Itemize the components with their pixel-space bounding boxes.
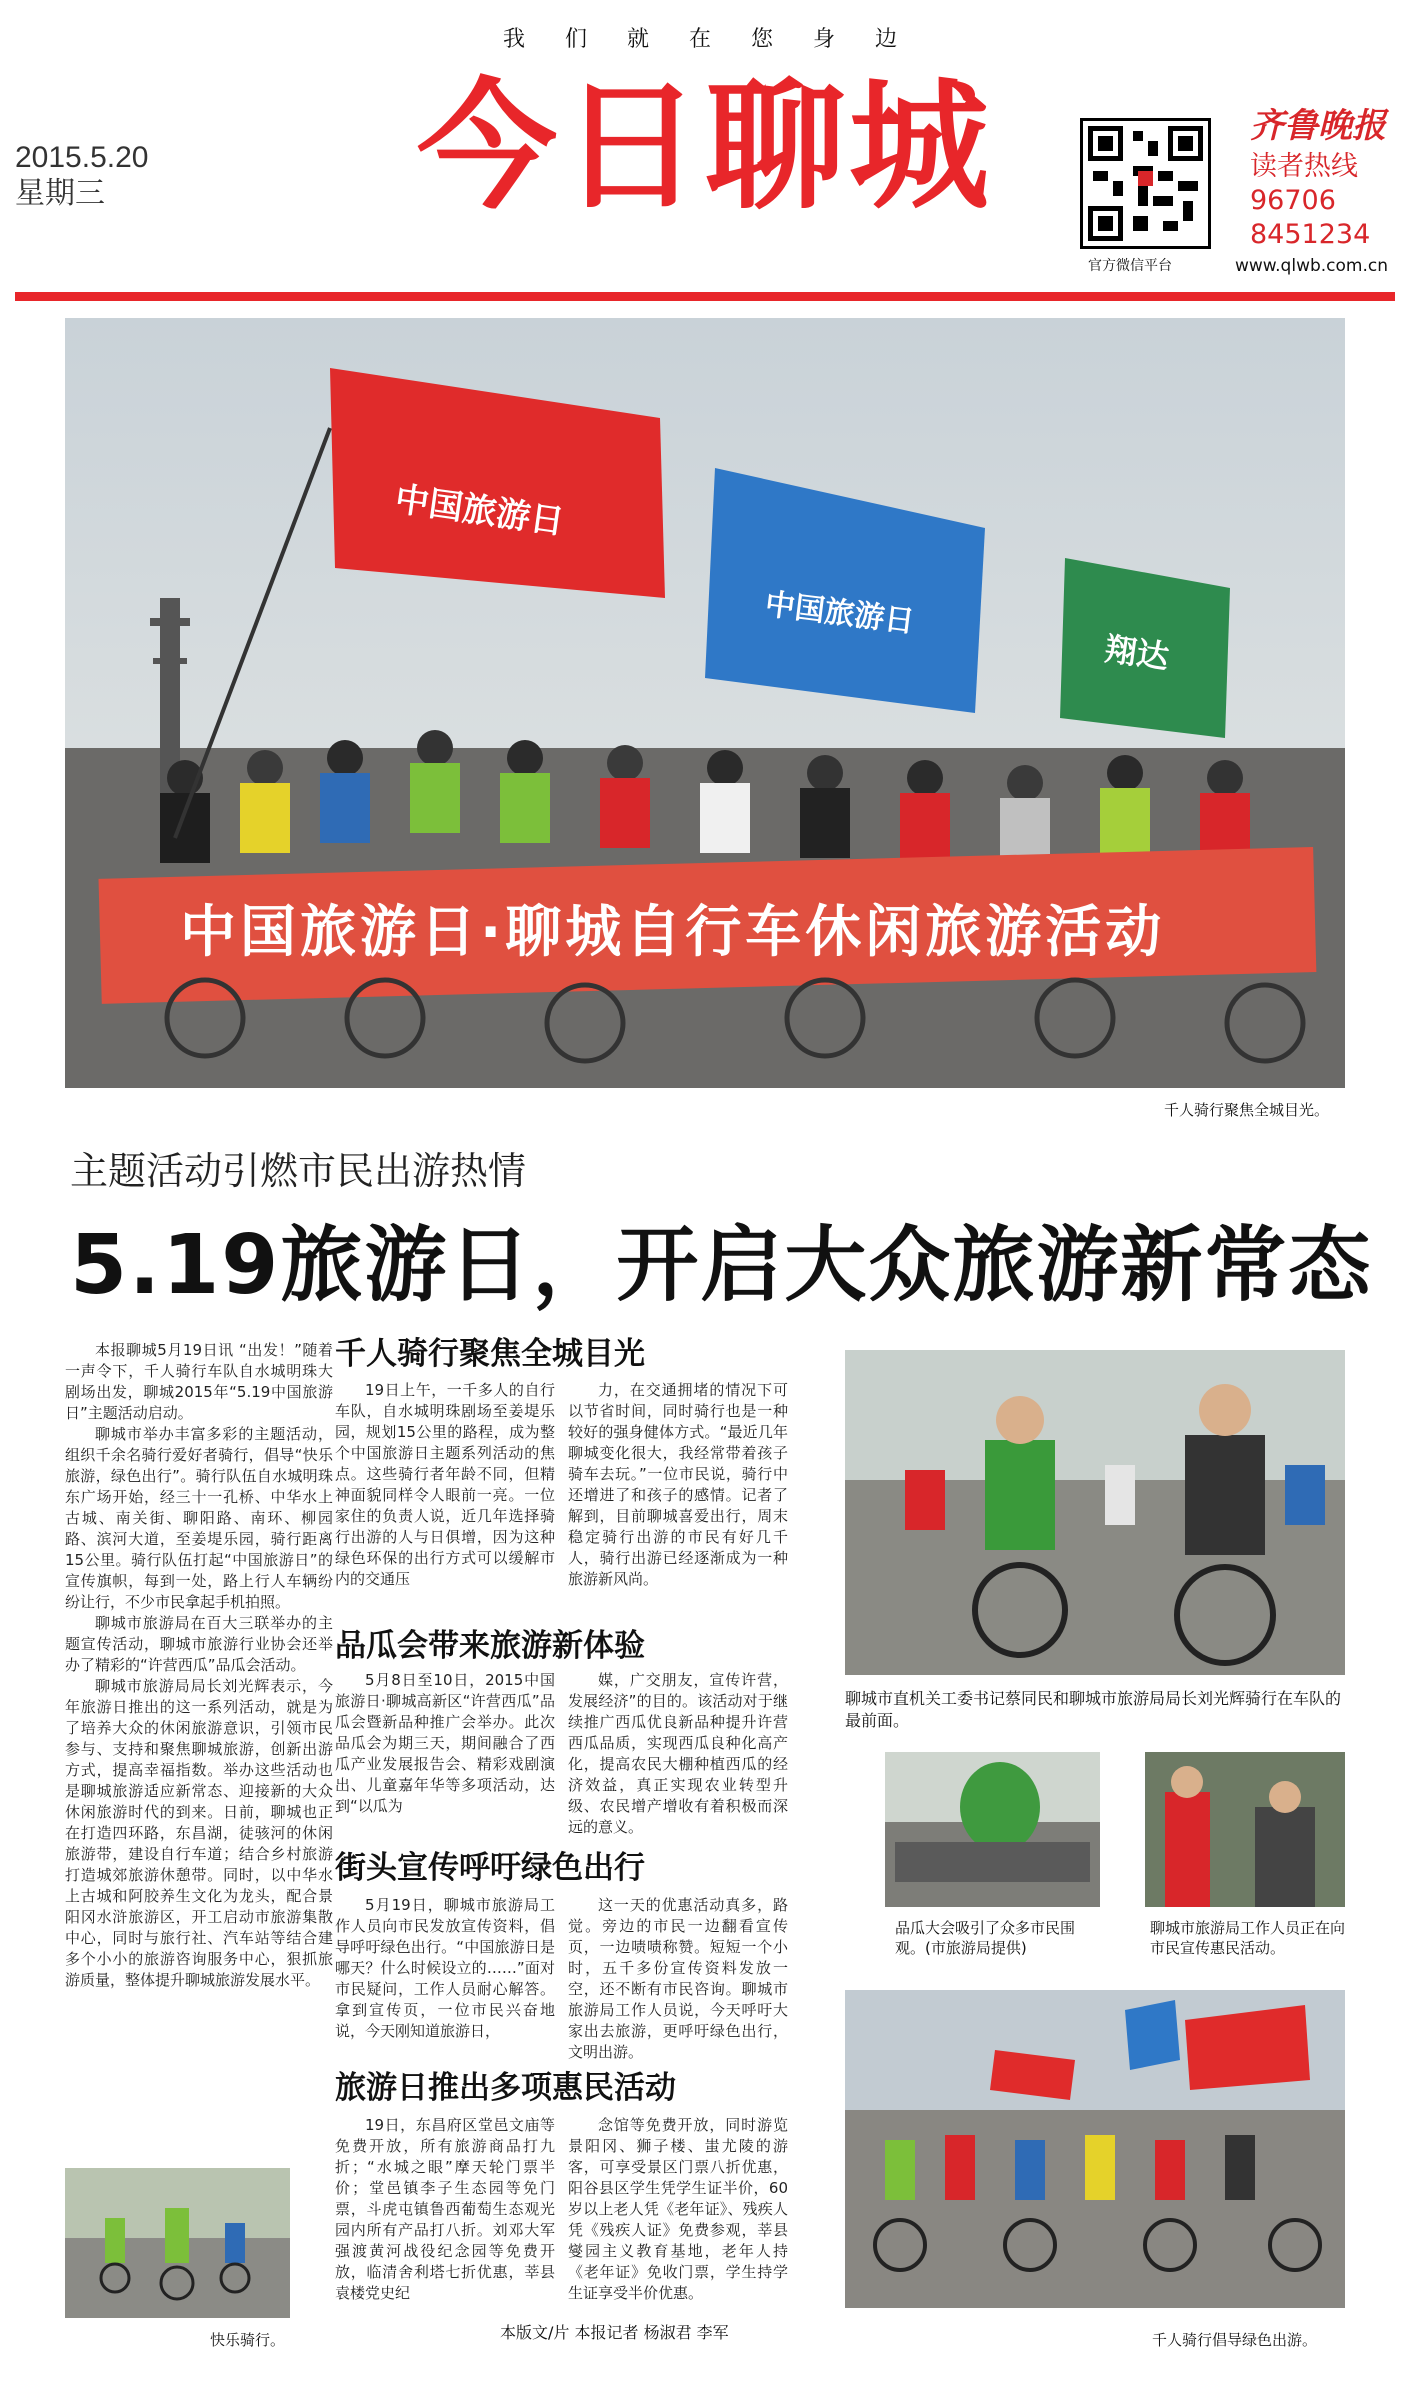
section-title: 旅游日推出多项惠民活动 bbox=[335, 2070, 676, 2106]
section-title: 品瓜会带来旅游新体验 bbox=[335, 1628, 645, 1664]
staff-promoting-caption: 聊城市旅游局工作人员正在向市民宣传惠民活动。 bbox=[1150, 1919, 1346, 1957]
section-text-col2: 媒，广交朋友，宣传许营，发展经济”的目的。该活动对于继续推广西瓜优良新品种提升许营西瓜品质，实现西瓜良种化高产化，提高农民大棚种植西瓜的经济效益，真正实现农业转型升级、农民增产增收有着积极而深远的意义。 bbox=[568, 1671, 788, 1836]
lead-paragraph: 聊城市举办丰富多彩的主题活动，组织千余名骑行爱好者骑行，倡导“快乐旅游，绿色出行”。骑行队伍自水城明珠东广场开始，经三十一孔桥、中华水上古城、南关街、聊阳路、南环、柳园路、滨河大道，至姜堤乐园，骑行距离15公里。骑行队伍打起“中国旅游日”的宣传旗帜，每到一处，路上行人车辆纷纷让行，不少市民拿起手机拍照。 bbox=[65, 1425, 333, 1611]
section-text-col2: 念馆等免费开放，同时游览景阳冈、狮子楼、蚩尤陵的游客，可享受景区门票八折优惠，阳谷县区学生凭学生证半价，60岁以上老人凭《老年证》、残疾人凭《残疾人证》免费参观，莘县燮园主义教育基地，老年人持《老年证》免收门票，学生持学生证享受半价优惠。 bbox=[568, 2116, 788, 2302]
section-text-col1: 5月19日，聊城市旅游局工作人员向市民发放宣传资料，倡导呼吁绿色出行。“中国旅游日是哪天？什么时候设立的……”面对市民疑问，工作人员耐心解答。拿到宣传页，一位市民兴奋地说，今天刚知道旅游日， bbox=[335, 1896, 555, 2040]
leaders-riding-photo bbox=[845, 1350, 1345, 1675]
slogan: 我们就在您身边 bbox=[502, 27, 937, 52]
leaders-photo-caption: 聊城市直机关工委书记蔡同民和聊城市旅游局局长刘光辉骑行在车队的最前面。 bbox=[845, 1689, 1342, 1730]
melon-fair-photo bbox=[885, 1752, 1100, 1907]
green-riding-caption: 千人骑行倡导绿色出游。 bbox=[1152, 2331, 1318, 2349]
section-text-col2: 这一天的优惠活动真多，路觉。旁边的市民一边翻看宣传页，一边啧啧称赞。短短一个小时，五千多份宣传资料发放一空，还不断有市民咨询。聊城市旅游局工作人员说，今天呼吁大家出去旅游，更呼吁绿色出行，文明出游。 bbox=[568, 1896, 788, 2061]
happy-riding-photo bbox=[65, 2168, 290, 2318]
flag-blue-text: 中国旅游日 bbox=[762, 586, 917, 640]
qr-code-icon bbox=[1080, 118, 1211, 249]
main-photo-caption: 千人骑行聚焦全城目光。 bbox=[1164, 1101, 1330, 1119]
header-rule bbox=[15, 292, 1395, 301]
melon-fair-caption: 品瓜大会吸引了众多市民围观。(市旅游局提供) bbox=[895, 1919, 1076, 1957]
section-text-col1: 19日上午，一千多人的自行车队，自水城明珠剧场至姜堤乐园，规划15公里的路程，成为整个中国旅游日主题系列活动的焦点。这些骑行者年龄不同，但精神面貌同样令人眼前一亮。一位家住的负责人说，近几年选择骑行出游的人与日俱增，因为这种绿色环保的出行方式可以缓解市内的交通压 bbox=[335, 1381, 555, 1588]
main-photo bbox=[65, 318, 1345, 1088]
section-text-col1: 5月8日至10日，2015中国旅游日·聊城高新区“许营西瓜”品瓜会暨新品种推广会举办。此次品瓜会为期三天，期间融合了西瓜产业发展报告会、精彩戏剧演出、儿童嘉年华等多项活动，达到“以瓜为 bbox=[335, 1671, 555, 1815]
happy-riding-caption: 快乐骑行。 bbox=[210, 2331, 286, 2349]
lead-paragraph: 本报聊城5月19日讯 “出发！”随着一声令下，千人骑行车队自水城明珠大剧场出发，聊城2015年“5.19中国旅游日”主题活动启动。 bbox=[65, 1341, 333, 1422]
qr-caption: 官方微信平台 bbox=[1088, 258, 1172, 274]
newspaper-brand: 齐鲁晚报 bbox=[1250, 106, 1386, 146]
hotline-label: 读者热线 bbox=[1250, 151, 1358, 182]
hotline-number-2: 8451234 bbox=[1250, 219, 1371, 250]
flag-red-text: 中国旅游日 bbox=[392, 479, 567, 543]
article-headline: 5.19旅游日，开启大众旅游新常态 bbox=[70, 1218, 1373, 1313]
hotline-number-1: 96706 bbox=[1250, 185, 1336, 216]
reader-hotline bbox=[1250, 150, 1400, 252]
staff-promoting-photo bbox=[1145, 1752, 1345, 1907]
byline-credit: 本版文/片 本报记者 杨淑君 李军 bbox=[500, 2323, 729, 2342]
masthead: 今日聊城 bbox=[416, 65, 993, 229]
issue-date-block bbox=[15, 140, 148, 212]
activity-banner-text: 中国旅游日·聊城自行车休闲旅游活动 bbox=[180, 900, 1166, 965]
lead-column bbox=[65, 1340, 333, 1991]
article-kicker: 主题活动引燃市民出游热情 bbox=[70, 1149, 527, 1193]
lead-paragraph: 聊城市旅游局局长刘光辉表示，今年旅游日推出的这一系列活动，就是为了培养大众的休闲旅游意识，引领市民参与、支持和聚焦聊城旅游，创新出游方式，提高幸福指数。举办这些活动也是聊城旅游适应新常态、迎接新的大众休闲旅游时代的到来。日前，聊城也正在打造四环路，东昌湖，徒骇河的休闲旅游带，建设自行车道；结合乡村旅游打造城郊旅游休憩带。同时，以中华水上古城和阿胶养生文化为龙头，配合景阳冈水浒旅游区，开工启动市旅游集散中心，同时与旅行社、汽车站等结合建多个小小的旅游咨询服务中心，狠抓旅游质量，整体提升聊城旅游发展水平。 bbox=[65, 1677, 333, 1989]
issue-weekday: 星期三 bbox=[15, 177, 105, 210]
section-title: 千人骑行聚焦全城目光 bbox=[335, 1336, 645, 1372]
issue-date: 2015.5.20 bbox=[15, 141, 149, 174]
section-text-col1: 19日，东昌府区堂邑文庙等免费开放，所有旅游商品打九折；“水城之眼”摩天轮门票半价；堂邑镇李子生态园等免门票，斗虎屯镇鲁西葡萄生态观光园内所有产品打八折。刘邓大军强渡黄河战役纪念园等免费开放，临清舍利塔七折优惠，莘县袁楼党史纪 bbox=[335, 2116, 555, 2302]
section-text-col2: 力，在交通拥堵的情况下可以节省时间，同时骑行也是一种较好的强身健体方式。“最近几年聊城变化很大，我经常带着孩子骑车去玩。”一位市民说，骑行中还增进了和孩子的感情。记者了解到，目前聊城喜爱出行，周末稳定骑行出游的市民有好几千人，骑行出游已经逐渐成为一种旅游新风尚。 bbox=[568, 1381, 788, 1588]
lead-paragraph: 聊城市旅游局在百大三联举办的主题宣传活动，聊城市旅游行业协会还举办了精彩的“许营西瓜”品瓜会活动。 bbox=[65, 1614, 333, 1674]
flag-green-text: 翔达 bbox=[1102, 629, 1172, 677]
website: www.qlwb.com.cn bbox=[1235, 256, 1388, 276]
section-title: 街头宣传呼吁绿色出行 bbox=[335, 1850, 645, 1886]
green-riding-photo bbox=[845, 1990, 1345, 2308]
